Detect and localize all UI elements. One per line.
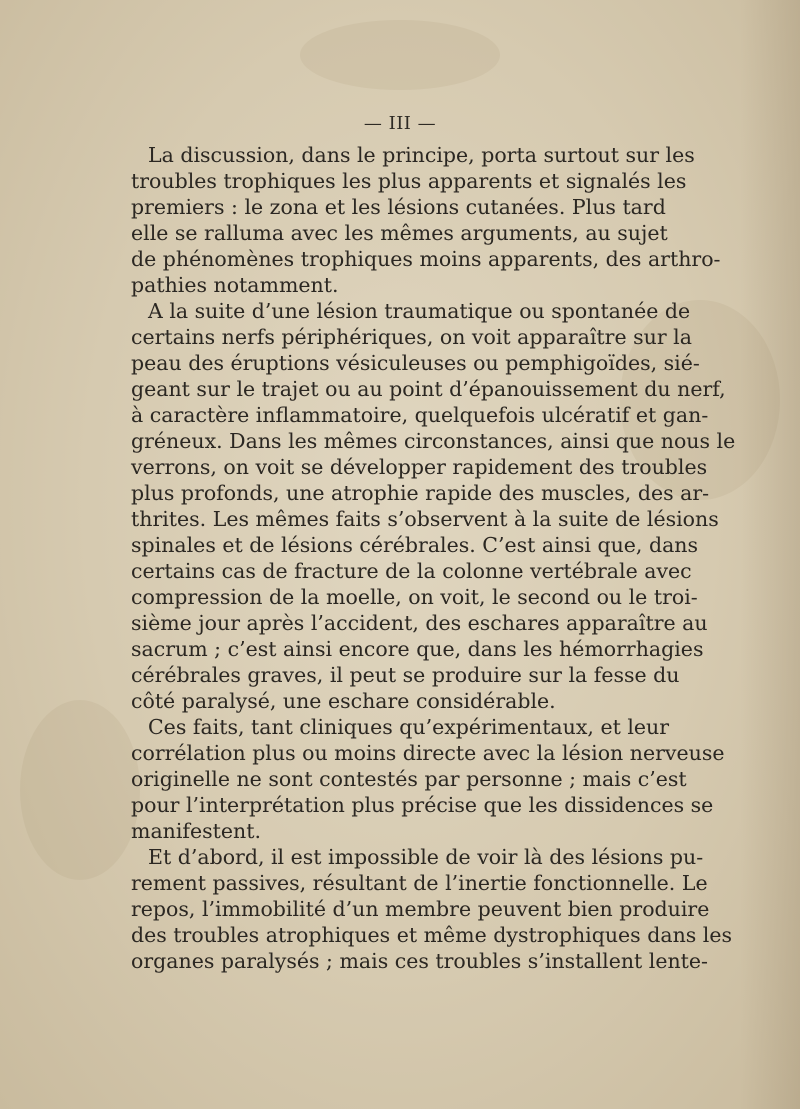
- text-line: sième jour après l’accident, des eschares apparaître au: [131, 611, 708, 635]
- text-line: certains cas de fracture de la colonne vertébrale avec: [131, 559, 692, 583]
- text-line: corrélation plus ou moins directe avec la lésion nerveuse: [131, 741, 725, 765]
- text-line: premiers : le zona et les lésions cutanées. Plus tard: [131, 195, 666, 219]
- text-line: de phénomènes trophiques moins apparents, des arthro-: [131, 247, 721, 271]
- text-line: originelle ne sont contestés par personne ; mais c’est: [131, 767, 687, 791]
- text-line: La discussion, dans le principe, porta surtout sur les: [148, 143, 695, 167]
- text-line: troubles trophiques les plus apparents et signalés les: [131, 169, 687, 193]
- text-line: A la suite d’une lésion traumatique ou spontanée de: [148, 299, 691, 323]
- text-line: certains nerfs périphériques, on voit apparaître sur la: [131, 325, 692, 349]
- text-line: elle se ralluma avec les mêmes arguments, au sujet: [131, 221, 668, 245]
- page-edge-shadow: [740, 0, 800, 1109]
- text-line: geant sur le trajet ou au point d’épanouissement du nerf,: [131, 377, 726, 401]
- text-line: rement passives, résultant de l’inertie fonctionnelle. Le: [131, 871, 708, 895]
- page-number-header: — III —: [363, 113, 437, 134]
- body-text: [131, 142, 736, 974]
- text-line: Ces faits, tant cliniques qu’expérimentaux, et leur: [148, 715, 670, 739]
- text-line: peau des éruptions vésiculeuses ou pemphigoïdes, sié-: [131, 351, 700, 375]
- text-line: thrites. Les mêmes faits s’observent à la suite de lésions: [131, 507, 719, 531]
- text-line: côté paralysé, une eschare considérable.: [131, 689, 556, 713]
- text-line: plus profonds, une atrophie rapide des muscles, des ar-: [131, 481, 710, 505]
- text-line: cérébrales graves, il peut se produire sur la fesse du: [131, 663, 680, 687]
- text-line: pathies notamment.: [131, 273, 339, 297]
- text-line: repos, l’immobilité d’un membre peuvent bien produire: [131, 897, 710, 921]
- text-line: sacrum ; c’est ainsi encore que, dans les hémorrhagies: [131, 637, 704, 661]
- text-line: organes paralysés ; mais ces troubles s’installent lente-: [131, 949, 708, 973]
- text-line: Et d’abord, il est impossible de voir là des lésions pu-: [148, 845, 704, 869]
- text-line: compression de la moelle, on voit, le second ou le troi-: [131, 585, 698, 609]
- text-line: manifestent.: [131, 819, 261, 843]
- text-line: des troubles atrophiques et même dystrophiques dans les: [131, 923, 733, 947]
- text-line: verrons, on voit se développer rapidement des troubles: [131, 455, 708, 479]
- text-line: à caractère inflammatoire, quelquefois ulcératif et gan-: [131, 403, 709, 427]
- text-line: pour l’interprétation plus précise que les dissidences se: [131, 793, 714, 817]
- text-line: spinales et de lésions cérébrales. C’est ainsi que, dans: [131, 533, 699, 557]
- paper-stain: [300, 20, 500, 90]
- text-line: gréneux. Dans les mêmes circonstances, ainsi que nous le: [131, 429, 736, 453]
- paper-stain: [20, 700, 140, 880]
